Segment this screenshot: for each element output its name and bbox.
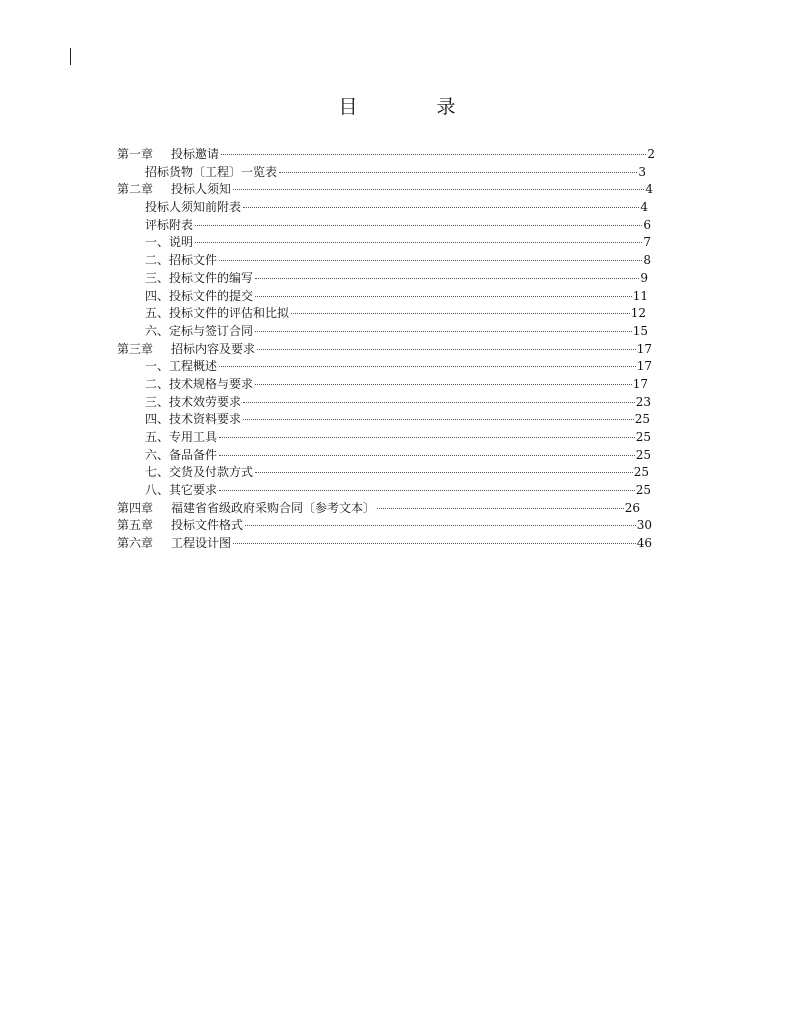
- toc-dot-leader: [255, 295, 632, 297]
- toc-entry-title: 六、定标与签订合同: [145, 323, 254, 338]
- toc-entry-title: 福建省省级政府采购合同〔参考文本〕: [171, 500, 376, 515]
- toc-entry-title: 投标文件格式: [171, 518, 244, 533]
- toc-page-number: 4: [645, 182, 653, 197]
- toc-section-entry[interactable]: [145, 252, 651, 270]
- toc-chapter-number: 第六章: [117, 536, 154, 551]
- toc-entry-label: [145, 447, 218, 465]
- toc-section-entry[interactable]: [145, 234, 651, 252]
- toc-entry-label: [117, 146, 220, 164]
- toc-entry-title: 招标货物〔工程〕一览表: [145, 164, 278, 179]
- toc-page-number: 6: [643, 217, 651, 232]
- toc-entry-title: 三、投标文件的编写: [145, 270, 254, 285]
- toc-chapter-number: 第四章: [117, 500, 154, 515]
- toc-dot-leader: [195, 224, 642, 226]
- toc-entry-title: 四、技术资料要求: [145, 412, 242, 427]
- toc-page-number: 25: [635, 483, 651, 498]
- toc-entry-title: 五、投标文件的评估和比拟: [145, 306, 290, 321]
- toc-entry-title: 一、工程概述: [145, 359, 218, 374]
- toc-entry-title: 投标邀请: [171, 147, 220, 161]
- toc-entry-title: 七、交货及付款方式: [145, 465, 254, 480]
- toc-entry-label: [145, 288, 254, 306]
- toc-dot-leader: [255, 383, 632, 385]
- toc-page-number: 17: [632, 376, 648, 391]
- toc-entry-label: [145, 323, 254, 341]
- toc-entry-label: [117, 500, 376, 518]
- toc-entry-title: 工程设计图: [171, 536, 232, 551]
- toc-dot-leader: [219, 489, 635, 491]
- toc-entry-title: 五、专用工具: [145, 430, 218, 444]
- toc-page-number: 9: [640, 270, 648, 285]
- toc-dot-leader: [219, 454, 635, 456]
- toc-dot-leader: [245, 524, 636, 526]
- toc-entry-label: [145, 394, 242, 412]
- toc-page-number: 46: [636, 536, 652, 551]
- toc-chapter-entry[interactable]: [117, 517, 652, 535]
- toc-chapter-entry[interactable]: [117, 146, 655, 164]
- toc-entry-title: 六、备品备件: [145, 447, 218, 462]
- toc-dot-leader: [219, 365, 636, 367]
- toc-entry-label: [145, 358, 218, 376]
- toc-section-entry[interactable]: [145, 358, 652, 376]
- toc-page-number: 12: [630, 306, 646, 321]
- toc-entry-label: [145, 252, 218, 270]
- toc-dot-leader: [219, 259, 642, 261]
- toc-entry-label: [145, 464, 254, 482]
- toc-entry-title: 投标人须知前附表: [145, 200, 242, 215]
- toc-dot-leader: [257, 348, 636, 350]
- toc-page-number: 3: [638, 164, 646, 179]
- toc-page-number: 2: [647, 147, 655, 161]
- toc-page-number: 25: [633, 465, 649, 480]
- toc-page-number: 11: [632, 288, 648, 303]
- toc-chapter-entry[interactable]: [117, 500, 640, 518]
- toc-dot-leader: [195, 241, 642, 243]
- toc-page-number: 7: [643, 235, 651, 250]
- toc-section-entry[interactable]: [145, 164, 646, 182]
- toc-entry-label: [145, 376, 254, 394]
- toc-section-entry[interactable]: [145, 429, 651, 447]
- toc-entry-label: [145, 305, 290, 323]
- toc-chapter-number: 第三章: [117, 341, 154, 356]
- toc-dot-leader: [233, 542, 636, 544]
- toc-chapter-entry[interactable]: [117, 341, 652, 359]
- toc-dot-leader: [243, 206, 639, 208]
- toc-chapter-number: 第一章: [117, 147, 154, 161]
- toc-page-number: 17: [636, 359, 652, 374]
- toc-chapter-number: 第二章: [117, 182, 154, 197]
- toc-dot-leader: [219, 436, 635, 438]
- toc-entry-label: [145, 270, 254, 288]
- toc-dot-leader: [221, 153, 646, 155]
- toc-entry-title: 四、投标文件的提交: [145, 288, 254, 303]
- toc-entry-label: [145, 411, 242, 429]
- toc-entry-label: [145, 482, 218, 500]
- page-title: 目 录: [338, 96, 486, 118]
- toc-page-number: 4: [640, 200, 648, 215]
- text-cursor: [70, 48, 71, 65]
- toc-entry-label: [145, 234, 194, 252]
- toc-chapter-number: 第五章: [117, 518, 154, 533]
- toc-page-number: 26: [624, 500, 640, 515]
- toc-entry-title: 投标人须知: [171, 182, 232, 197]
- toc-dot-leader: [243, 401, 635, 403]
- toc-section-entry[interactable]: [145, 323, 648, 341]
- toc-entry-label: [117, 181, 232, 199]
- toc-entry-label: [117, 517, 244, 535]
- toc-section-entry[interactable]: [145, 482, 651, 500]
- toc-section-entry[interactable]: [145, 217, 651, 235]
- toc-section-entry[interactable]: [145, 199, 648, 217]
- toc-dot-leader: [255, 471, 633, 473]
- toc-section-entry[interactable]: [145, 447, 651, 465]
- toc-chapter-entry[interactable]: [117, 181, 653, 199]
- toc-section-entry[interactable]: [145, 376, 648, 394]
- toc-page-number: 25: [635, 447, 651, 462]
- toc-dot-leader: [377, 507, 624, 509]
- toc-section-entry[interactable]: [145, 394, 651, 412]
- toc-dot-leader: [291, 312, 630, 314]
- toc-entry-title: 二、技术规格与要求: [145, 376, 254, 391]
- toc-entry-label: [145, 164, 278, 182]
- toc-entry-title: 一、说明: [145, 235, 194, 250]
- toc-entry-label: [145, 429, 218, 447]
- toc-entry-title: 八、其它要求: [145, 483, 218, 498]
- toc-section-entry[interactable]: [145, 270, 648, 288]
- toc-entry-label: [117, 535, 232, 553]
- toc-page-number: 25: [635, 430, 651, 444]
- toc-section-entry[interactable]: [145, 305, 646, 323]
- toc-dot-leader: [255, 330, 632, 332]
- toc-entry-title: 招标内容及要求: [171, 341, 256, 356]
- toc-entry-label: [145, 217, 194, 235]
- toc-dot-leader: [279, 171, 637, 173]
- toc-entry-label: [117, 341, 256, 359]
- toc-dot-leader: [233, 188, 644, 190]
- toc-chapter-entry[interactable]: [117, 535, 652, 553]
- toc-entry-title: 二、招标文件: [145, 253, 218, 268]
- toc-entry-title: 评标附表: [145, 217, 194, 232]
- toc-page-number: 25: [634, 412, 650, 427]
- toc-page-number: 30: [636, 518, 652, 533]
- toc-section-entry[interactable]: [145, 464, 649, 482]
- toc-dot-leader: [243, 418, 634, 420]
- toc-section-entry[interactable]: [145, 288, 648, 306]
- toc-page-number: 15: [632, 323, 648, 338]
- toc-entry-title: 三、技术效劳要求: [145, 394, 242, 409]
- toc-page-number: 17: [636, 341, 652, 356]
- toc-dot-leader: [255, 277, 639, 279]
- table-of-contents: [0, 146, 794, 553]
- toc-page-number: 23: [635, 394, 651, 409]
- toc-page-number: 8: [643, 253, 651, 268]
- toc-section-entry[interactable]: [145, 411, 650, 429]
- toc-entry-label: [145, 199, 242, 217]
